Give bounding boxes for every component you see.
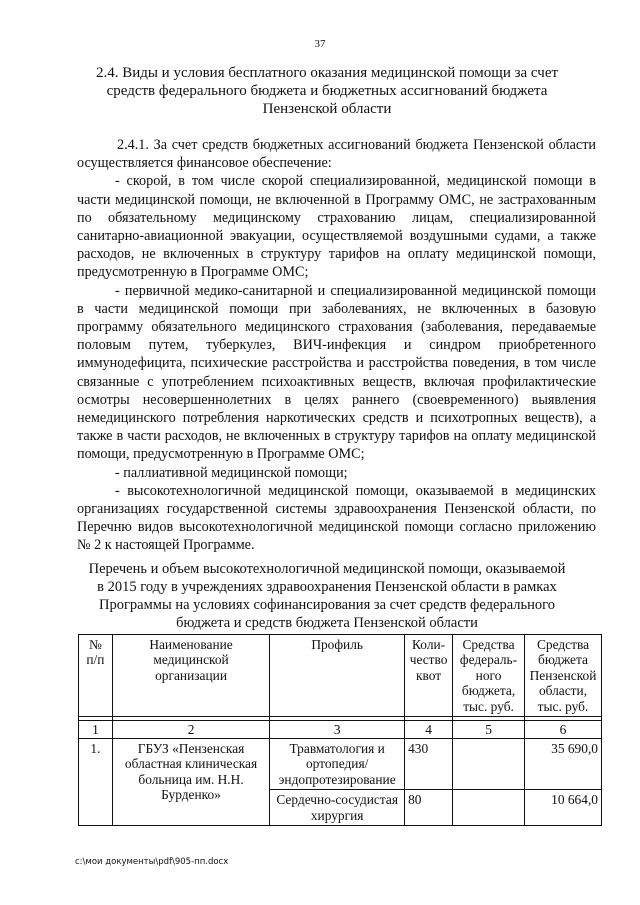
federal-funds-cell <box>453 739 525 790</box>
header-number: № п/п <box>79 635 113 717</box>
column-number: 3 <box>270 721 405 739</box>
profile-cell: Сердечно-сосудистая хирургия <box>270 790 405 826</box>
section-title: 2.4. Виды и условия бесплатного оказания медицинской помощи за счет средств федерального бюджета и бюджетных ассигнований бюджета Пензенской области <box>95 65 559 117</box>
paragraph-emergency-care: - скорой, в том числе скорой специализированной, медицинской помощи в части медицинской помощи, не включенной в Программу ОМС, не застрахованным по обязательному медицинскому страхованию лицам, специализированной санитарно-авиационной эвакуации, осуществляемой воздушными судами, а также расходов, не включенных в структуру тарифов на оплату медицинской помощи, предусмотренную в Программе ОМС; <box>77 173 596 281</box>
header-regional-funds: Средства бюджета Пензенской области, тыс. руб. <box>525 635 602 717</box>
table-header-row <box>79 635 602 717</box>
federal-funds-cell <box>453 790 525 826</box>
column-number-row <box>79 721 602 739</box>
regional-funds-cell: 10 664,0 <box>525 790 602 826</box>
column-number: 4 <box>405 721 453 739</box>
footer-file-path: c:\мои документы\pdf\905-пп.docx <box>75 857 229 867</box>
paragraph-palliative-care: - паллиативной медицинской помощи; <box>115 464 348 481</box>
header-profile: Профиль <box>270 635 405 717</box>
column-number: 5 <box>453 721 525 739</box>
paragraph-primary-care: - первичной медико-санитарной и специализированной медицинской помощи в части медицинской помощи при заболеваниях, не включенных в базовую программу обязательного медицинского страхования (заболевания, передаваемые половым путем, туберкулез, ВИЧ-инфекция и синдром приобретенного иммунодефицита, психические расстройства и расстройства поведения, в том числе связанные с употреблением психоактивных веществ, включая профилактические осмотры несовершеннолетних в целях раннего (своевременного) выявления немедицинского потребления наркотических средств и психотропных веществ), а также в части расходов, не включенных в структуру тарифов на оплату медицинской помощи, предусмотренную в Программе ОМС; <box>77 282 596 463</box>
regional-funds-cell: 35 690,0 <box>525 739 602 790</box>
page-number: 37 <box>314 38 326 50</box>
column-number: 6 <box>525 721 602 739</box>
profile-cell: Травматология и ортопедия/ эндопротезирование <box>270 739 405 790</box>
body-text <box>77 136 596 555</box>
quota-cell: 430 <box>405 739 453 790</box>
header-organization: Наименование медицинской организации <box>112 635 269 717</box>
header-quota: Количество квот <box>405 635 453 717</box>
organization-name: ГБУЗ «Пензенская областная клиническая больница им. Н.Н. Бурденко» <box>112 739 269 826</box>
high-tech-care-table <box>78 634 602 826</box>
column-number: 2 <box>112 721 269 739</box>
header-federal-funds: Средства федерального бюджета, тыс. руб. <box>453 635 525 717</box>
paragraph-high-tech-care: - высокотехнологичной медицинской помощи, оказываемой в медицинских организациях государственной системы здравоохранения Пензенской области, по Перечню видов высокотехнологичной медицинской помощи согласно приложению № 2 к настоящей Программе. <box>77 482 596 554</box>
column-number: 1 <box>79 721 113 739</box>
paragraph-intro: 2.4.1. За счет средств бюджетных ассигнований бюджета Пензенской области осуществляется финансовое обеспечение: <box>77 137 596 172</box>
row-number: 1. <box>79 739 113 826</box>
quota-cell: 80 <box>405 790 453 826</box>
table-title: Перечень и объем высокотехнологичной медицинской помощи, оказываемой в 2015 году в учреждениях здравоохранения Пензенской области в рамках Программы на условиях софинансирования за счет средств федерального бюджета и средств бюджета Пензенской области <box>88 561 566 631</box>
table-row <box>79 739 602 790</box>
